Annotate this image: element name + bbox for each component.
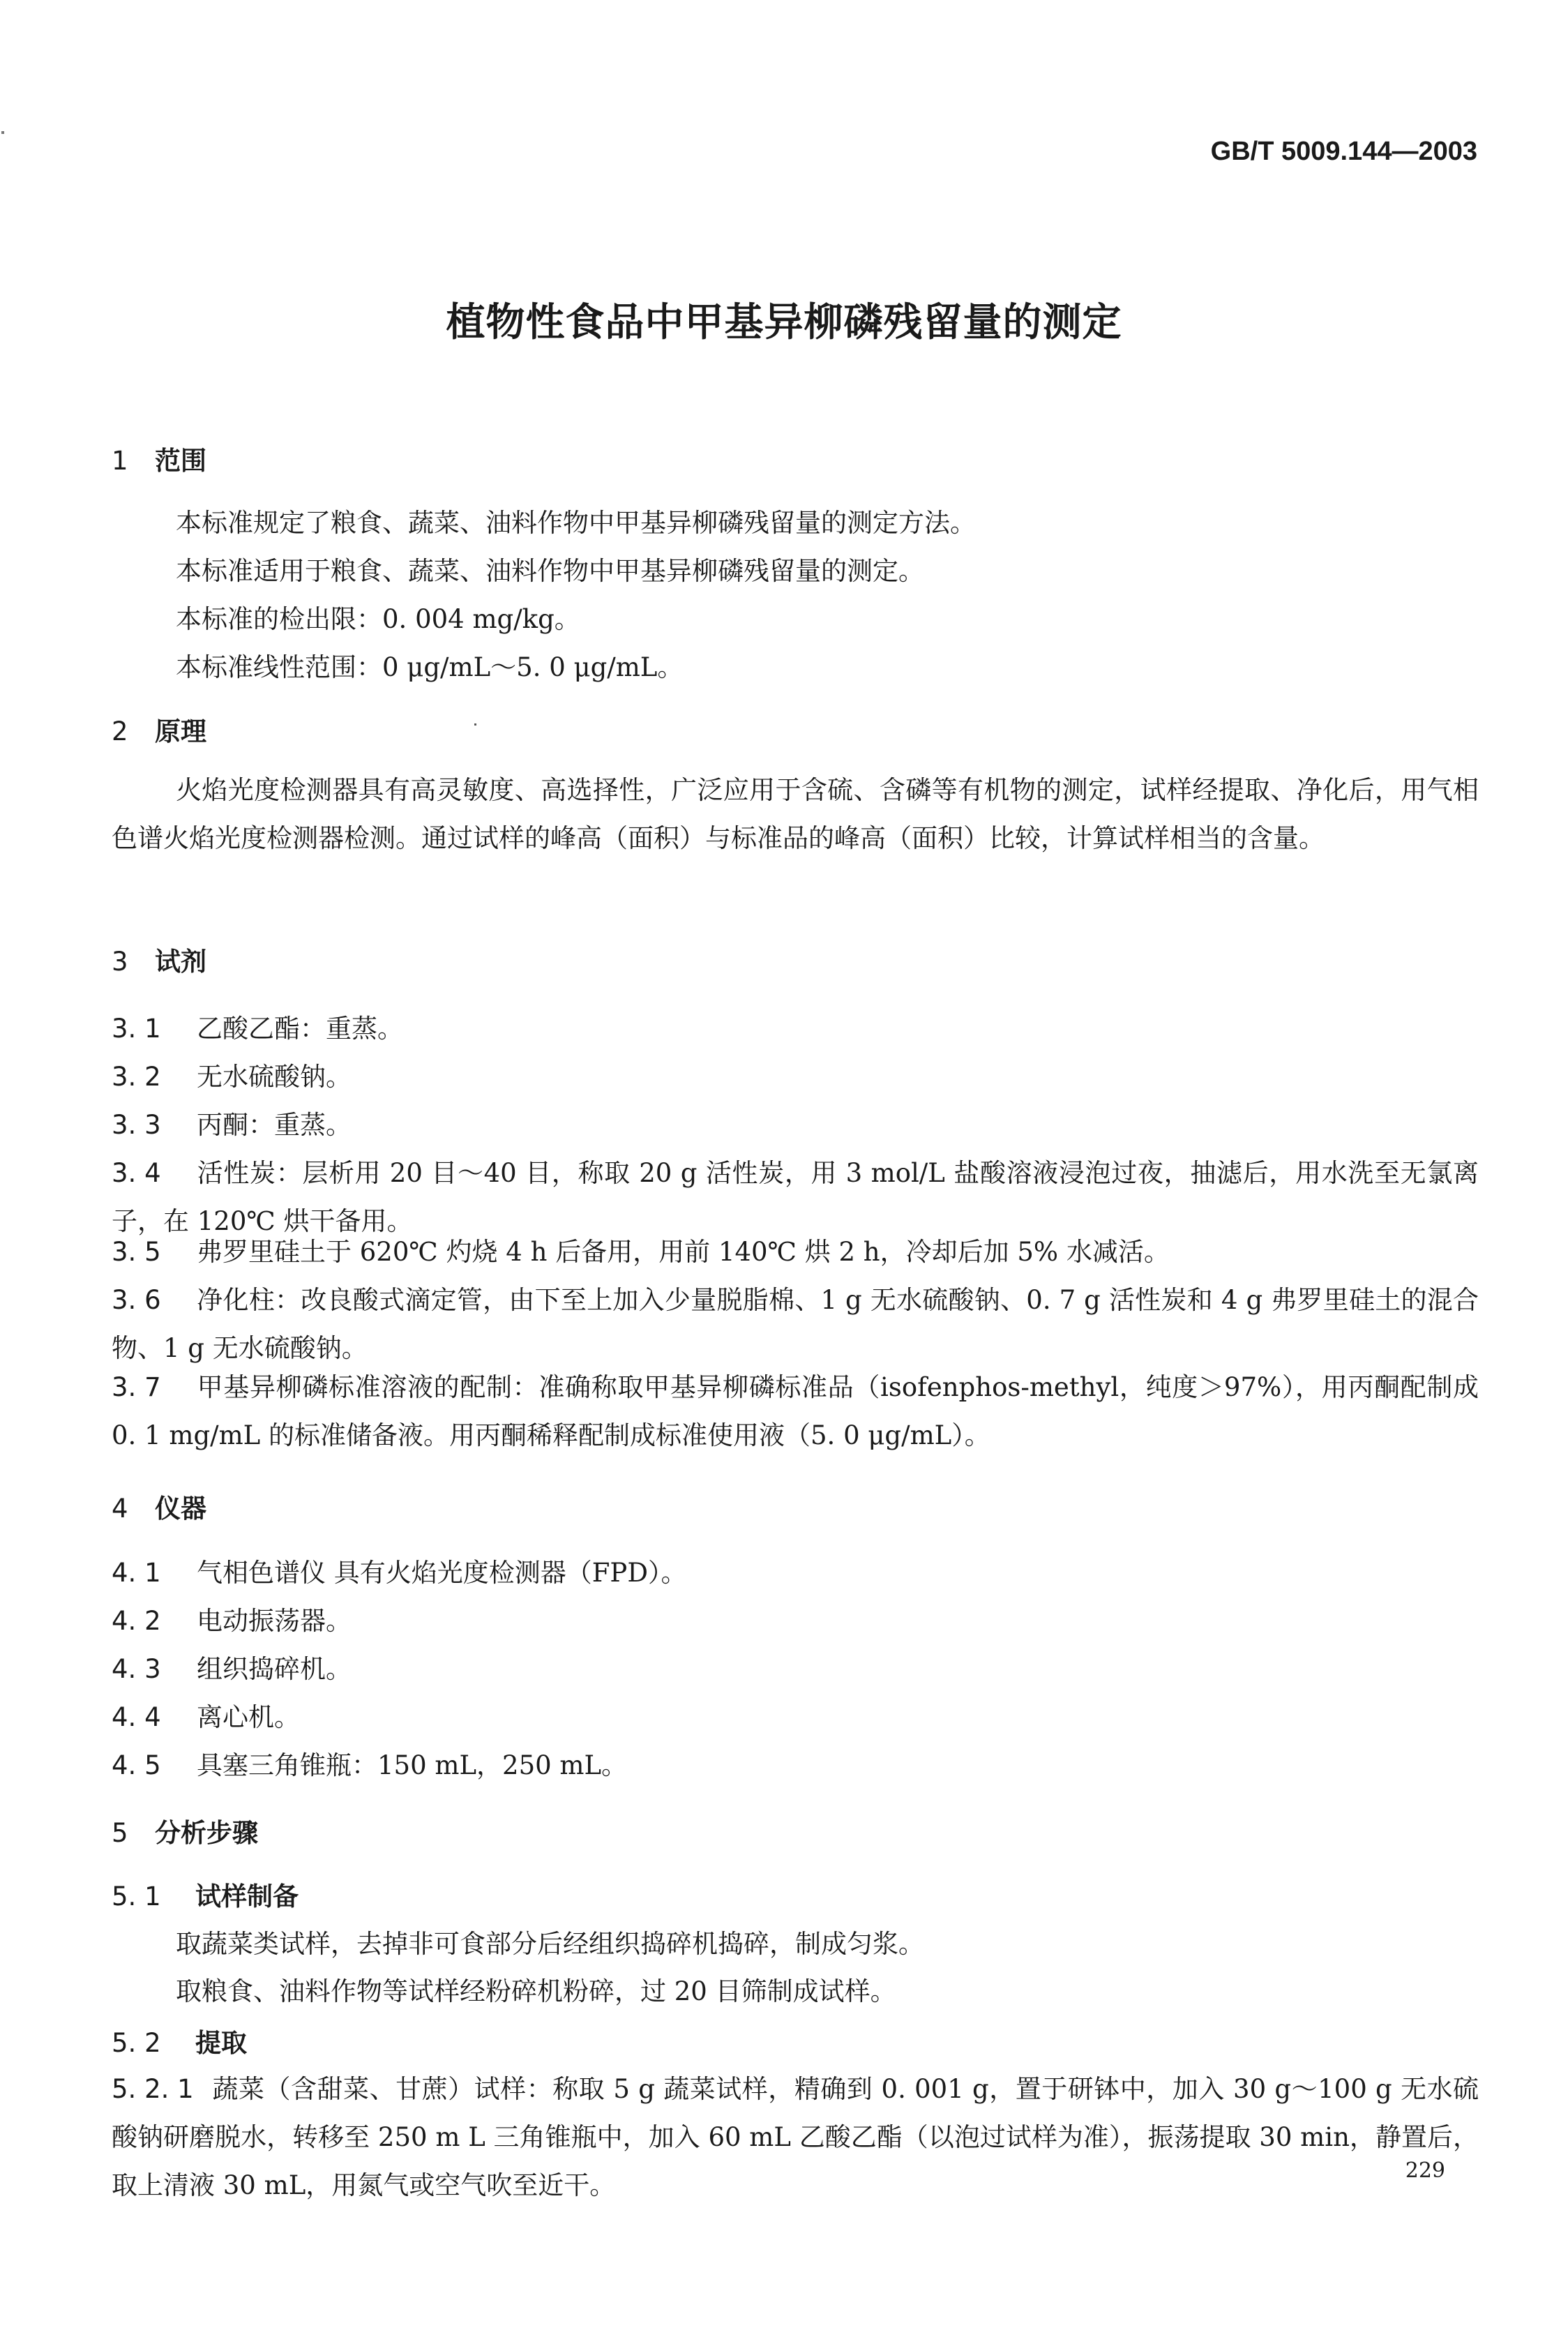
item-number: 3. 2 xyxy=(112,1062,161,1092)
item-number: 4. 3 xyxy=(112,1654,161,1684)
item-text: 电动振荡器。 xyxy=(197,1606,352,1636)
list-item xyxy=(112,1741,627,1789)
scan-dot xyxy=(474,723,476,726)
item-text: 组织捣碎机。 xyxy=(197,1654,352,1684)
item-text: 具塞三角锥瓶：150 mL，250 mL。 xyxy=(197,1750,628,1780)
subsection-5-1-heading xyxy=(112,1875,299,1913)
subsection-title: 提取 xyxy=(195,2028,247,2058)
document-title: 植物性食品中甲基异柳磷残留量的测定 xyxy=(446,300,1122,345)
item-text: 乙酸乙酯：重蒸。 xyxy=(197,1014,403,1044)
section-title: 仪器 xyxy=(155,1494,206,1524)
item-number: 3. 4 xyxy=(112,1158,161,1188)
item-number: 3. 1 xyxy=(112,1014,161,1044)
item-number: 4. 2 xyxy=(112,1606,161,1636)
item-number: 3. 3 xyxy=(112,1110,161,1140)
item-text: 气相色谱仪 具有火焰光度检测器（FPD）。 xyxy=(197,1558,687,1588)
subsection-title: 试样制备 xyxy=(195,1881,299,1911)
list-item xyxy=(112,1101,352,1149)
standard-code: GB/T 5009.144—2003 xyxy=(1210,137,1477,166)
item-text: 无水硫酸钠。 xyxy=(197,1062,352,1092)
subsection-number: 5. 1 xyxy=(112,1881,161,1911)
item-text: 弗罗里硅土于 620℃ 灼烧 4 h 后备用，用前 140℃ 烘 2 h，冷却后加 5% 水减活。 xyxy=(197,1237,1170,1267)
list-item xyxy=(112,1053,352,1101)
section-1-heading xyxy=(112,440,206,477)
list-item xyxy=(112,1276,1479,1372)
item-number: 3. 7 xyxy=(112,1372,161,1402)
paragraph: 本标准线性范围：0 μg/mL～5. 0 μg/mL。 xyxy=(176,652,684,682)
subsection-5-2-heading xyxy=(112,2022,247,2059)
item-number: 4. 4 xyxy=(112,1702,161,1732)
item-number: 4. 1 xyxy=(112,1558,161,1588)
section-2-heading xyxy=(112,710,206,748)
paragraph: 取蔬菜类试样，去掉非可食部分后经组织捣碎机捣碎，制成匀浆。 xyxy=(176,1929,924,1959)
list-item xyxy=(112,1645,352,1693)
list-item xyxy=(112,1597,352,1645)
item-text: 甲基异柳磷标准溶液的配制：准确称取甲基异柳磷标准品（isofenphos-methyl，纯度＞97%），用丙酮配制成 0. 1 mg/mL 的标准储备液。用丙酮稀释配制成标准使用液（5. 0 μg/mL）。 xyxy=(112,1372,1479,1450)
list-item xyxy=(112,1228,1170,1276)
item-text: 蔬菜（含甜菜、甘蔗）试样：称取 5 g 蔬菜试样，精确到 0. 001 g，置于研钵中，加入 30 g～100 g 无水硫酸钠研磨脱水，转移至 250 m L 三角锥瓶中，加入 60 mL 乙酸乙酯（以泡过试样为准），振荡提取 30 min，静置后，取上清液 30 mL，用氮气或空气吹至近干。 xyxy=(112,2074,1479,2200)
paragraph: 火焰光度检测器具有高灵敏度、高选择性，广泛应用于含硫、含磷等有机物的测定，试样经提取、净化后，用气相色谱火焰光度检测器检测。通过试样的峰高（面积）与标准品的峰高（面积）比较，计算试样相当的含量。 xyxy=(112,775,1479,853)
section-number: 2 xyxy=(112,716,128,746)
section-5-heading xyxy=(112,1812,258,1849)
section-3-heading xyxy=(112,940,206,978)
paragraph: 本标准适用于粮食、蔬菜、油料作物中甲基异柳磷残留量的测定。 xyxy=(176,556,924,586)
subsection-number: 5. 2 xyxy=(112,2028,161,2058)
item-text: 丙酮：重蒸。 xyxy=(197,1110,352,1140)
section-title: 范围 xyxy=(155,446,206,476)
list-item xyxy=(112,1363,1479,1459)
section-number: 3 xyxy=(112,947,128,977)
paragraph: 本标准的检出限：0. 004 mg/kg。 xyxy=(176,604,580,634)
item-number: 3. 6 xyxy=(112,1285,161,1315)
list-item xyxy=(112,1549,687,1597)
section-4-heading xyxy=(112,1487,206,1525)
section-number: 1 xyxy=(112,446,128,476)
section-title: 分析步骤 xyxy=(155,1818,258,1848)
list-item xyxy=(112,2065,1479,2209)
item-text: 活性炭：层析用 20 目～40 目，称取 20 g 活性炭，用 3 mol/L 盐酸溶液浸泡过夜，抽滤后，用水洗至无氯离子，在 120℃ 烘干备用。 xyxy=(112,1158,1479,1236)
section-number: 5 xyxy=(112,1818,128,1848)
section-title: 原理 xyxy=(155,716,206,746)
scan-mark xyxy=(1,131,4,134)
item-number: 5. 2. 1 xyxy=(112,2074,194,2104)
paragraph: 本标准规定了粮食、蔬菜、油料作物中甲基异柳磷残留量的测定方法。 xyxy=(176,508,976,538)
list-item xyxy=(112,1693,300,1741)
item-text: 离心机。 xyxy=(197,1702,300,1732)
item-text: 净化柱：改良酸式滴定管，由下至上加入少量脱脂棉、1 g 无水硫酸钠、0. 7 g 活性炭和 4 g 弗罗里硅土的混合物、1 g 无水硫酸钠。 xyxy=(112,1285,1479,1363)
item-number: 3. 5 xyxy=(112,1237,161,1267)
list-item xyxy=(112,1005,403,1053)
section-number: 4 xyxy=(112,1494,128,1524)
item-number: 4. 5 xyxy=(112,1750,161,1780)
paragraph: 取粮食、油料作物等试样经粉碎机粉碎，过 20 目筛制成试样。 xyxy=(176,1976,896,2006)
section-title: 试剂 xyxy=(155,947,206,977)
page-number: 229 xyxy=(1405,2158,1445,2183)
